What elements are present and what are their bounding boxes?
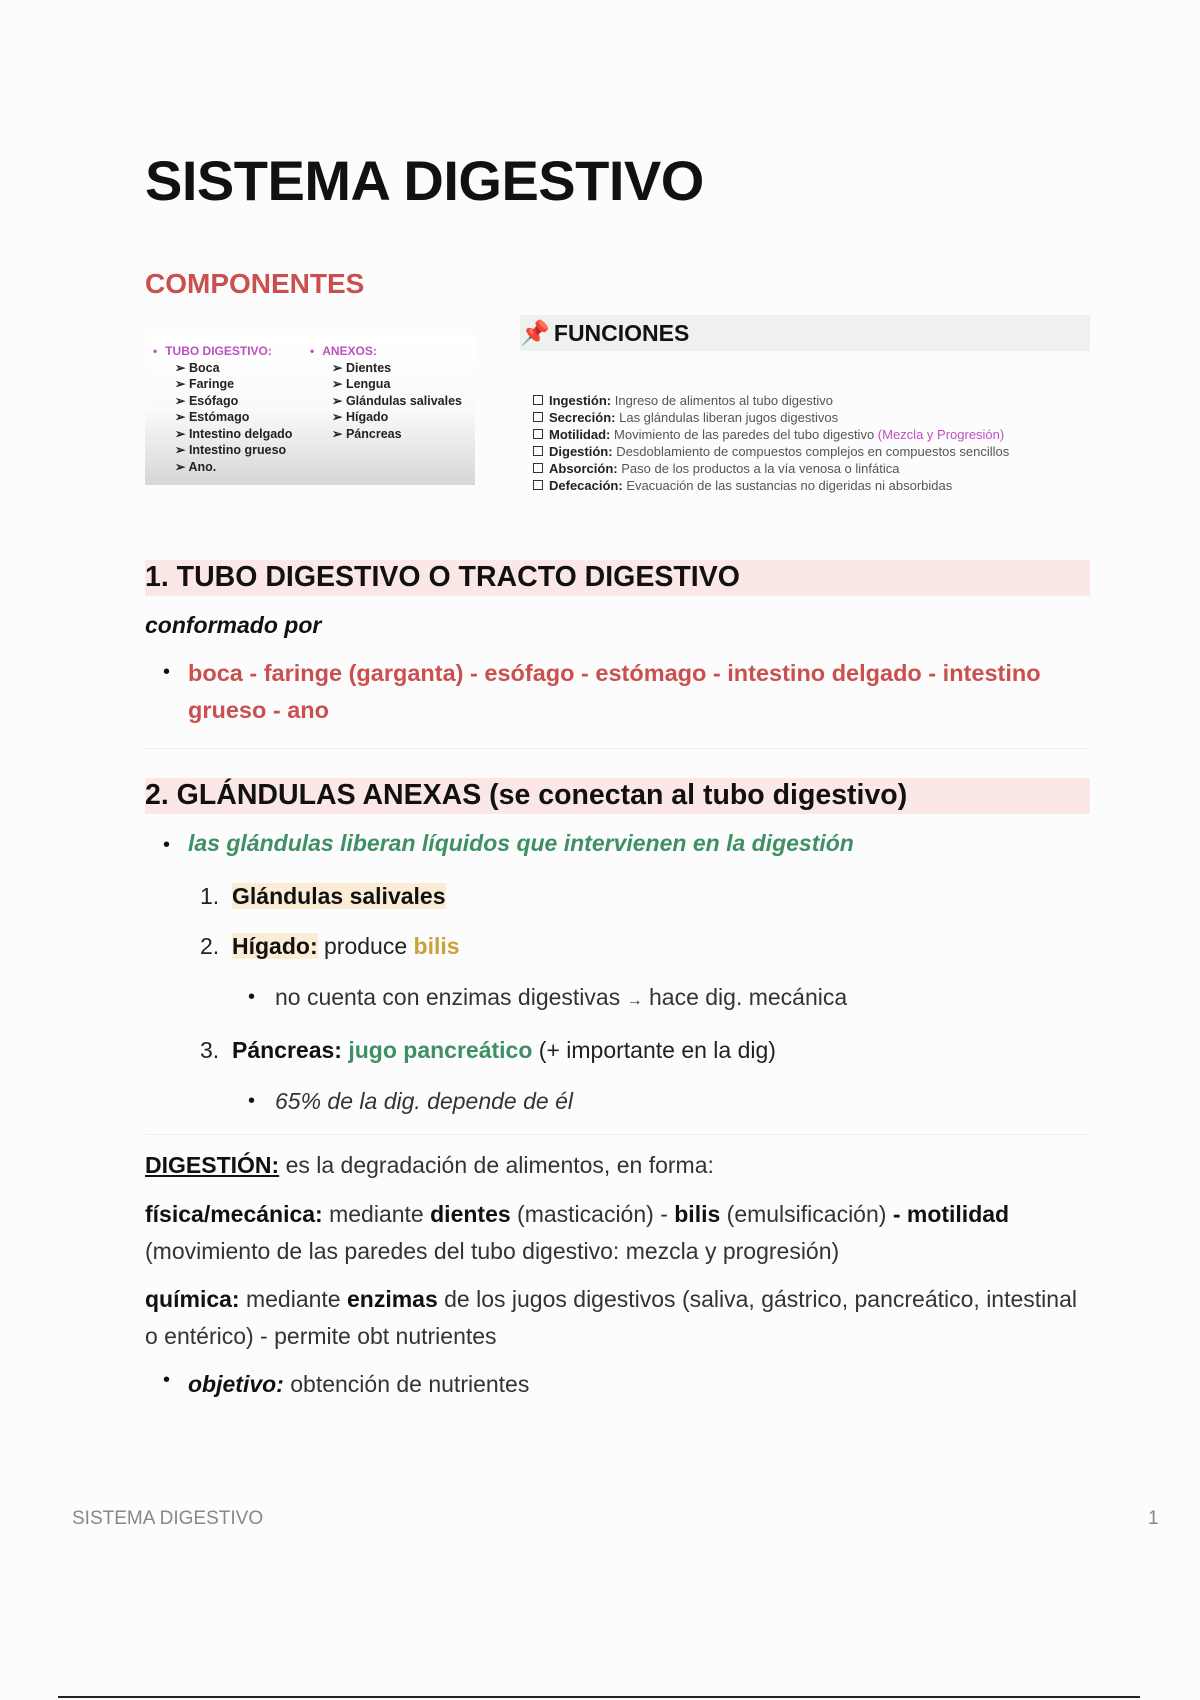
tubo-item: ➢ Esófago (153, 393, 292, 410)
funcion-item: Motilidad: Movimiento de las paredes del tubo digestivo (Mezcla y Progresión) (533, 426, 1093, 443)
section-2-bullet: las glándulas liberan líquidos que intervienen en la digestión (188, 830, 854, 856)
list-item-glandulas: 1. Glándulas salivales (200, 883, 446, 909)
anexos-heading: • ANEXOS: (310, 344, 377, 358)
tubo-item: ➢ Ano. (153, 459, 292, 476)
digestion-definition: DIGESTIÓN: es la degradación de alimentos, en forma: (145, 1152, 714, 1178)
checkbox-icon (533, 395, 543, 405)
digestion-quimica: química: mediante enzimas de los jugos digestivos (saliva, gástrico, pancreático, intestinal o entérico) - permite obt nutrientes (145, 1286, 1077, 1349)
funciones-list (533, 392, 1093, 494)
bullet-dot: • (163, 834, 171, 856)
funcion-item: Ingestión: Ingreso de alimentos al tubo digestivo (533, 392, 1093, 409)
footer-title: SISTEMA DIGESTIVO (72, 1508, 264, 1529)
tubo-heading: • TUBO DIGESTIVO: (153, 344, 272, 358)
section-1-bullet: boca - faringe (garganta) - esófago - estómago - intestino delgado - intestino grueso - ano (188, 660, 1041, 723)
checkbox-icon (533, 480, 543, 490)
sub-item-enzimas: no cuenta con enzimas digestivas → hace dig. mecánica (275, 984, 848, 1010)
digestion-objetivo: objetivo: obtención de nutrientes (188, 1371, 530, 1397)
tubo-item: ➢ Intestino grueso (153, 442, 292, 459)
funciones-heading: 📌 FUNCIONES (520, 315, 1090, 351)
list-item-pancreas: 3. Páncreas: jugo pancreático (+ importante en la dig) (200, 1037, 776, 1063)
anexos-item: ➢ Glándulas salivales (310, 393, 462, 410)
anexos-item: ➢ Dientes (310, 360, 462, 377)
anexos-item: ➢ Hígado (310, 409, 462, 426)
sub-item-porcentaje: 65% de la dig. depende de él (275, 1088, 573, 1114)
anexos-item: ➢ Páncreas (310, 426, 462, 443)
tubo-item: ➢ Estómago (153, 409, 292, 426)
list-item-higado: 2. Hígado: produce bilis (200, 933, 460, 959)
funcion-item: Digestión: Desdoblamiento de compuestos complejos en compuestos sencillos (533, 443, 1093, 460)
page-number: 1 (1148, 1508, 1159, 1529)
funcion-item: Defecación: Evacuación de las sustancias no digeridas ni absorbidas (533, 477, 1093, 494)
tubo-column (153, 343, 292, 475)
tubo-item: ➢ Intestino delgado (153, 426, 292, 443)
bullet-dot: • (248, 986, 256, 1008)
checkbox-icon (533, 463, 543, 473)
bullet-dot: • (163, 661, 171, 683)
bullet-dot: • (163, 1369, 171, 1391)
divider (145, 1134, 1090, 1135)
section-2-heading: 2. GLÁNDULAS ANEXAS (se conectan al tubo digestivo) (145, 778, 1090, 814)
components-heading: COMPONENTES (145, 268, 365, 299)
checkbox-icon (533, 446, 543, 456)
page-title: SISTEMA DIGESTIVO (145, 149, 704, 212)
section-1-sub: conformado por (145, 612, 322, 638)
funcion-item: Secreción: Las glándulas liberan jugos digestivos (533, 409, 1093, 426)
bullet-dot: • (248, 1090, 256, 1112)
checkbox-icon (533, 412, 543, 422)
pushpin-icon: 📌 (520, 320, 550, 347)
tubo-item: ➢ Boca (153, 360, 292, 377)
components-image (145, 335, 475, 485)
anexos-column (310, 343, 462, 442)
digestion-fisica: física/mecánica: mediante dientes (masticación) - bilis (emulsificación) - motilidad (movimiento de las paredes del tubo digestivo: mezcla y progresión) (145, 1201, 1010, 1264)
arrow-icon: → (626, 992, 643, 1009)
checkbox-icon (533, 429, 543, 439)
section-1-heading: 1. TUBO DIGESTIVO O TRACTO DIGESTIVO (145, 560, 1090, 596)
funcion-item: Absorción: Paso de los productos a la vía venosa o linfática (533, 460, 1093, 477)
page-bottom-rule (58, 1696, 1140, 1698)
anexos-item: ➢ Lengua (310, 376, 462, 393)
tubo-item: ➢ Faringe (153, 376, 292, 393)
divider (145, 748, 1090, 749)
